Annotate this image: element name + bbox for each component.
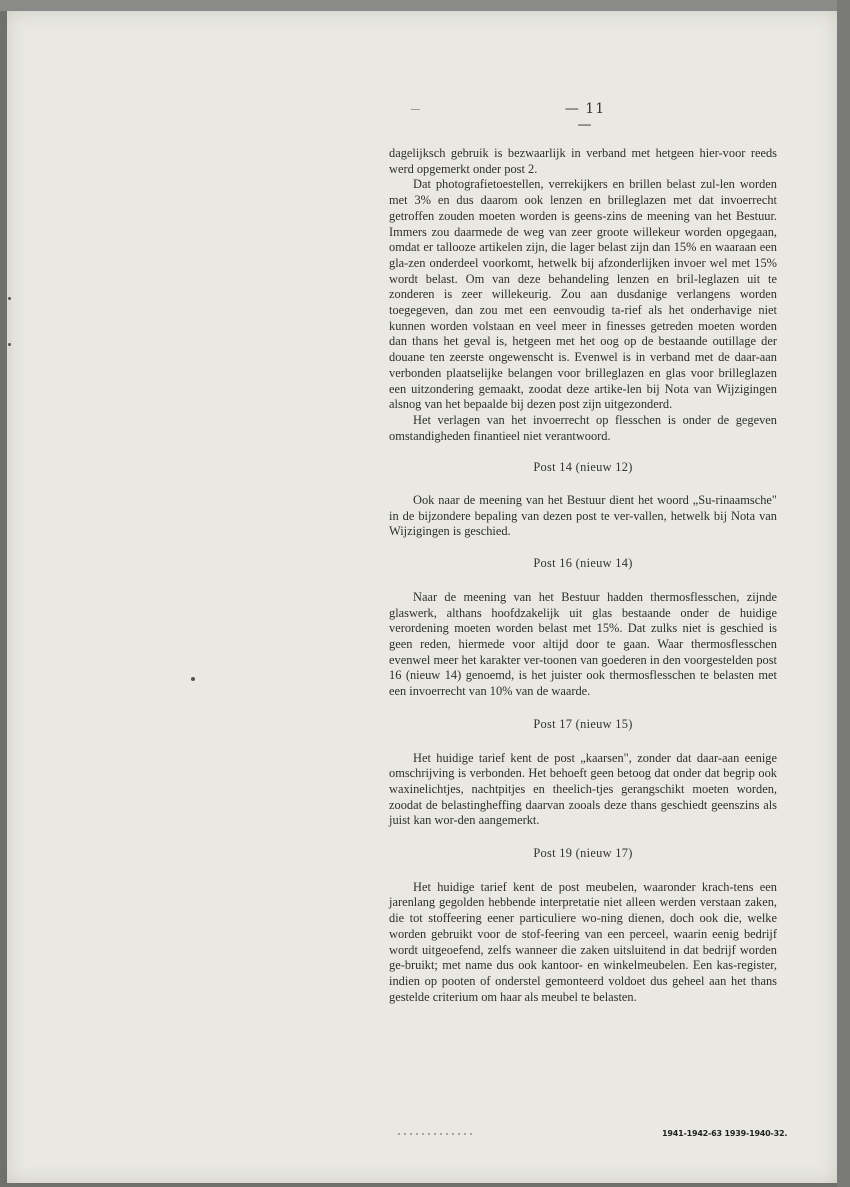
scan-speck <box>8 297 11 300</box>
scan-edge-top <box>0 0 850 11</box>
paragraph: Het verlagen van het invoerrecht op flesschen is onder de gegeven omstandigheden finantieel niet verantwoord. <box>389 412 777 443</box>
paragraph: dagelijksch gebruik is bezwaarlijk in verband met hetgeen hier-voor reeds werd opgemerkt onder post 2. <box>389 146 777 176</box>
paragraph: Dat photografietoestellen, verrekijkers en brillen belast zul-len worden met 3% en dus daarom ook lenzen en brilleglazen met dat invoerrecht getroffen zouden moeten worden is geens-zins de meening van het Bestuur. Immers zou daarmede de weg van zeer groote willekeur worden opgegaan, omdat er tallooze artikelen zijn, die lager belast zijn dan 15% en waaraan een gla-zen onderdeel voorkomt, hetwelk bij afzonderlijken invoer wel met 15% wordt belast. Om van deze behandeling lenzen en bril-leglazen uit te zonderen is zeer willekeurig. Zou aan dusdanige verlangens worden toegegeven, dan zou met een eenvoudig ta-rief als het onderhavige niet kunnen worden volstaan en veel meer in finesses getreden moeten worden dan thans het geval is, hetgeen met het oog op de bestaande outillage der douane ten zeerste ongewenscht is. Evenwel is in verband met de daar-aan verbonden plaatselijke belangen voor brilleglazen en glas voor brilleglazen een uitzondering gemaakt, zoodat deze artike-len bij Nota van Wijzigingen alsnog van het bepaalde bij dezen post zijn uitgezonderd. <box>389 177 777 412</box>
print-code: 1941-1942-63 1939-1940-32. <box>662 1129 788 1138</box>
printer-marks <box>398 1133 473 1135</box>
section-heading: Post 16 (nieuw 14) <box>533 556 633 571</box>
paragraph: Het huidige tarief kent de post meubelen, waaronder krach-tens een jarenlang gegolden hebbende interpretatie niet alleen werden verstaan zaken, die tot stoffeering eener particuliere wo-ning dienen, doch ook die, welke worden gebruikt voor de stof-feering van een perceel, waarin eenig bedrijf wordt uitgeoefend, zelfs wanneer die zaken uitsluitend in dat bedrijf worden ge-bruikt; met name dus ook kantoor- en winkelmeubelen. Een kas-register, indien op pooten of onderstel gemonteerd voldoet dus geheel aan het thans gestelde criterium om haar als meubel te belasten. <box>389 879 777 1004</box>
margin-mark <box>411 109 420 110</box>
section-heading: Post 17 (nieuw 15) <box>533 716 633 731</box>
page-number: — 11 — <box>564 101 606 133</box>
paragraph: Ook naar de meening van het Bestuur dient het woord „Su-rinaamsche" in de bijzondere bepaling van dezen post te ver-vallen, hetwelk bij Nota van Wijzigingen is geschied. <box>389 493 777 539</box>
scan-speck <box>191 677 195 681</box>
scan-speck <box>8 343 11 346</box>
scan-edge-right <box>837 0 850 1187</box>
document-body <box>389 146 777 1005</box>
section-heading: Post 14 (nieuw 12) <box>533 460 633 475</box>
paragraph: Het huidige tarief kent de post „kaarsen", zonder dat daar-aan eenige omschrijving is verbonden. Het behoeft geen betoog dat onder dat begrip ook waxinelichtjes, nachtpitjes en theelich-tjes gerangschikt moeten worden, zoodat de belastingheffing daarvan zooals deze thans geschiedt geenszins als juist kan wor-den aangemerkt. <box>389 750 777 828</box>
section-heading: Post 19 (nieuw 17) <box>533 846 633 861</box>
paragraph: Naar de meening van het Bestuur hadden thermosflesschen, zijnde glaswerk, althans hoofdzakelijk uit glas bestaande onder de huidige verordening moeten worden belast met 15%. Dat zulks niet is geschied is geen reden, hiermede voor altijd door te gaan. Waar thermosflesschen evenwel meer het karakter ver-toonen van goederen in den voorgestelden post 16 (nieuw 14) genoemd, is het juister ook thermosflesschen te belasten met een invoerrecht van 10% van de waarde. <box>389 589 777 699</box>
